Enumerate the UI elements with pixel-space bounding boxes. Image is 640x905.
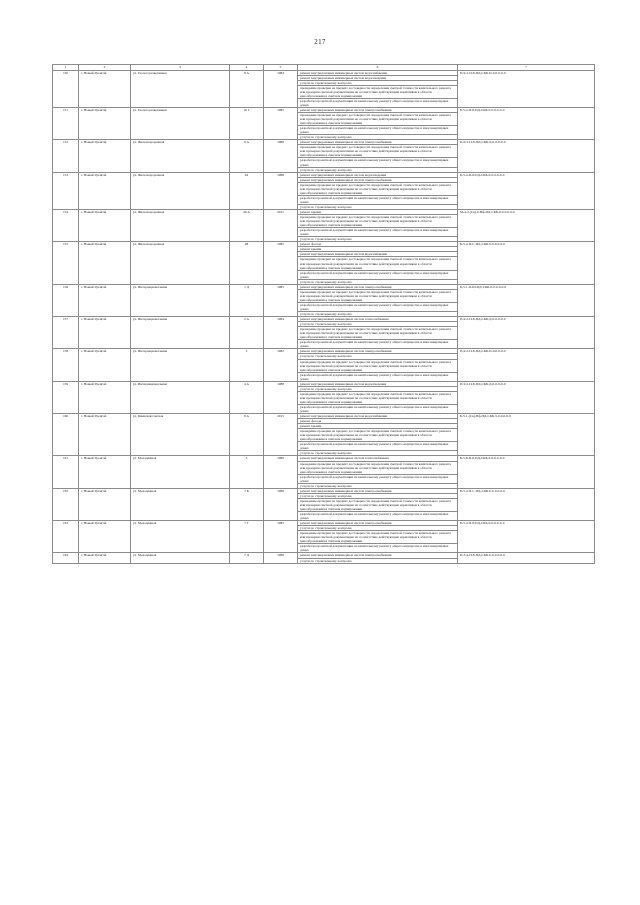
house-number-cell: 16 Г (230, 107, 264, 139)
work-type-cell: ремонт внутридомовых инженерных систем электроснабжения (298, 488, 458, 493)
work-code-cell: Б-5-4-П-С-ПД-СКБ-0-0-0-0-0-0 (458, 242, 595, 284)
work-type-cell: разработка проектной документации на капитальному ремонту общего имущества в многоквартирных домах (298, 302, 458, 311)
work-type-cell: разработка проектной документации на капитальному ремонту общего имущества в многоквартирных домах (298, 126, 458, 135)
work-type-cell: проведение проверки на предмет достоверности определения сметной стоимости капитального ремонта или проверки сметной документации на соответствие действующим нормативам в области ценообразования в сметном нормировании (298, 215, 458, 228)
city-cell: г. Новый Уренгой (79, 172, 131, 209)
work-type-cell: разработка проектной документации на капитальному ремонту общего имущества в многоквартирных домах (298, 404, 458, 413)
row-number-cell: 163 (53, 521, 79, 553)
work-type-cell: ремонт внутридомовых инженерных систем водоотведения (298, 172, 458, 177)
work-code-cell: П-9-2-П-8-ПД-СКБ-Д-0-0-0-0-0 (458, 381, 595, 413)
year-cell: 1984 (264, 70, 298, 107)
work-code-cell: П-9-2-П-8-ПД-СКБ-П-0-0-0-0-0 (458, 349, 595, 381)
year-cell: 1986 (264, 456, 298, 488)
column-header: 3 (131, 65, 230, 71)
column-header: 6 (298, 65, 458, 71)
year-cell: 2015 (264, 414, 298, 456)
table-row (53, 107, 595, 112)
work-type-cell: разработка проектной документации на капитальному ремонту общего имущества в многоквартирных домах (298, 544, 458, 553)
work-type-cell: ремонт фасада (298, 242, 458, 247)
work-type-cell: разработка проектной документации на капитальному ремонту общего имущества в многоквартирных домах (298, 340, 458, 349)
column-header: 7 (458, 65, 595, 71)
row-number-cell: 164 (53, 553, 79, 563)
table-row (53, 317, 595, 322)
column-header: 1 (53, 65, 79, 71)
year-cell: 1985 (264, 284, 298, 316)
row-number-cell: 153 (53, 172, 79, 209)
work-type-cell: ремонт внутридомовых инженерных систем электроснабжения (298, 553, 458, 558)
work-type-cell: разработка проектной документации на капитальному ремонту общего имущества в многоквартирных домах (298, 98, 458, 107)
work-type-cell: ремонт внутридомовых инженерных систем водоснабжения (298, 414, 458, 419)
column-header: 2 (79, 65, 131, 71)
house-number-cell: 48 (230, 242, 264, 284)
city-cell: г. Новый Уренгой (79, 553, 131, 563)
work-type-cell: проведение проверки на предмет достоверности определения сметной стоимости капитального ремонта или проверки сметной документации на соответствие действующим нормативам в области ценообразования в сметном нормировании (298, 531, 458, 544)
work-type-cell: услуги по строительному контролю (298, 237, 458, 242)
work-type-cell: разработка проектной документации на капитальному ремонту общего имущества в многоквартирных домах (298, 442, 458, 451)
work-type-cell: услуги по строительному контролю (298, 558, 458, 563)
work-type-cell: услуги по строительному контролю (298, 354, 458, 359)
work-type-cell: ремонт внутридомовых инженерных систем водоснабжения (298, 70, 458, 75)
work-type-cell: разработка проектной документации на капитальному ремонту общего имущества в многоквартирных домах (298, 512, 458, 521)
row-number-cell: 154 (53, 210, 79, 242)
work-type-cell: проведение проверки на предмет достоверности определения сметной стоимости капитального ремонта или проверки сметной документации на соответствие действующим нормативам в области ценообразования в сметном нормировании (298, 289, 458, 302)
table-row (53, 349, 595, 354)
street-cell: ул. Киевская/совская (131, 414, 230, 456)
work-type-cell: ремонт фасада (298, 419, 458, 424)
work-type-cell: разработка проектной документации на капитальному ремонту общего имущества в многоквартирных домах (298, 372, 458, 381)
year-cell: 1988 (264, 381, 298, 413)
work-type-cell: ремонт внутридомовых инженерных систем теплоснабжения (298, 456, 458, 461)
work-type-cell: ремонт внутридомовых инженерных систем водоснабжения (298, 252, 458, 257)
year-cell: 1985 (264, 107, 298, 139)
year-cell: 1985 (264, 521, 298, 553)
year-cell: 2011 (264, 210, 298, 242)
work-code-cell: Б-5-4-П-8-ПД-СКБ-0-0-0-0-0-0 (458, 521, 595, 553)
work-type-cell: разработка проектной документации на капитальному ремонту общего имущества в многоквартирных домах (298, 195, 458, 204)
year-cell: 1982 (264, 349, 298, 381)
work-code-cell: П-5-4-П-8-ПД-СКБ-0-0-0-0-0-0 (458, 553, 595, 563)
column-header: 5 (264, 65, 298, 71)
city-cell: г. Новый Уренгой (79, 381, 131, 413)
city-cell: г. Новый Уренгой (79, 210, 131, 242)
city-cell: г. Новый Уренгой (79, 70, 131, 107)
table-row (53, 381, 595, 386)
work-type-cell: проведение проверки на предмет достоверности определения сметной стоимости капитального ремонта или проверки сметной документации на соответствие действующим нормативам в области ценообразования в сметном нормировании (298, 429, 458, 442)
work-code-cell: Б-5-1-(Св)-Вф-ПД-СКБ-3-0-0-0-0-0 (458, 414, 595, 456)
column-header: 4 (230, 65, 264, 71)
street-cell: ул. Интернациональная (131, 381, 230, 413)
table-body (53, 70, 595, 563)
work-code-cell: Б-5-4-П-8-ПД-СКБ-0-0-0-0-0-0 (458, 107, 595, 139)
work-type-cell: услуги по строительному контролю (298, 483, 458, 488)
row-number-cell: 152 (53, 140, 79, 172)
city-cell: г. Новый Уренгой (79, 521, 131, 553)
row-number-cell: 159 (53, 381, 79, 413)
city-cell: г. Новый Уренгой (79, 317, 131, 349)
work-type-cell: разработка проектной документации на капитальному ремонту общего имущества в многоквартирных домах (298, 158, 458, 167)
work-type-cell: ремонт внутридомовых инженерных систем электроснабжения (298, 140, 458, 145)
street-cell: ул. Железнодорожная (131, 242, 230, 284)
table-row (53, 521, 595, 526)
work-type-cell: проведение проверки на предмет достоверности определения сметной стоимости капитального ремонта или проверки сметной документации на соответствие действующим нормативам в области ценообразования в сметном нормировании (298, 257, 458, 270)
table-row (53, 414, 595, 419)
row-number-cell: 161 (53, 456, 79, 488)
street-cell: ул. Интернациональная (131, 284, 230, 316)
work-type-cell: услуги по строительному контролю (298, 279, 458, 284)
row-number-cell: 158 (53, 349, 79, 381)
work-type-cell: ремонт внутридомовых инженерных систем электроснабжения (298, 284, 458, 289)
street-cell: ул. Молодёжная (131, 488, 230, 520)
work-type-cell: услуги по строительному контролю (298, 167, 458, 172)
street-cell: ул. Интернациональная (131, 317, 230, 349)
row-number-cell: 160 (53, 414, 79, 456)
work-type-cell: проведение проверки на предмет достоверности определения сметной стоимости капитального ремонта или проверки сметной документации на соответствие действующим нормативам в области ценообразования в сметном нормировании (298, 182, 458, 195)
work-type-cell: ремонт внутридомовых инженерных систем электроснабжения (298, 521, 458, 526)
city-cell: г. Новый Уренгой (79, 488, 131, 520)
work-type-cell: услуги по строительному контролю (298, 80, 458, 85)
work-type-cell: ремонт внутридомовых инженерных систем теплоснабжения (298, 317, 458, 322)
street-cell: ул. Молодёжная (131, 553, 230, 563)
page-number: 217 (314, 38, 326, 46)
work-type-cell: проведение проверки на предмет достоверности определения сметной стоимости капитального ремонта или проверки сметной документации на соответствие действующим нормативам в области ценообразования в сметном нормировании (298, 145, 458, 158)
work-code-cell: Б-5-4-П-С-ПД-СКБ-0-0-0-0-0-0 (458, 488, 595, 520)
work-type-cell: ремонт крыши (298, 424, 458, 429)
work-code-cell: П-9-5-П-8-ПД-СКБ-Д-0-0-0-0-0 (458, 140, 595, 172)
house-number-cell: 6 А (230, 140, 264, 172)
work-type-cell: услуги по строительному контролю (298, 135, 458, 140)
work-type-cell: ремонт внутридомовых инженерных систем электроснабжения (298, 177, 458, 182)
street-cell: ул. Геологоразведчиков (131, 70, 230, 107)
table-row (53, 140, 595, 145)
year-cell: 1986 (264, 140, 298, 172)
work-type-cell: услуги по строительному контролю (298, 526, 458, 531)
row-number-cell: 150 (53, 70, 79, 107)
street-cell: ул. Железнодорожная (131, 210, 230, 242)
work-type-cell: разработка проектной документации на капитальному ремонту общего имущества в многоквартирных домах (298, 270, 458, 279)
row-number-cell: 156 (53, 284, 79, 316)
house-number-cell: 1 Д (230, 284, 264, 316)
work-type-cell: ремонт внутридомовых инженерных систем водоотведения (298, 75, 458, 80)
work-code-cell: Б-5-4-П-8-ПД-СКБ-0-0-0-0-0-0 (458, 172, 595, 209)
table-row (53, 456, 595, 461)
work-type-cell: проведение проверки на предмет достоверности определения сметной стоимости капитального ремонта или проверки сметной документации на соответствие действующим нормативам в области ценообразования в сметном нормировании (298, 391, 458, 404)
work-code-cell: Б-5-1-П-Ш-ПД-СКБ-0-0-0-0-0-0 (458, 284, 595, 316)
street-cell: ул. Молодёжная (131, 456, 230, 488)
year-cell: 1986 (264, 488, 298, 520)
work-type-cell: проведение проверки на предмет достоверности определения сметной стоимости капитального ремонта или проверки сметной документации на соответствие действующим нормативам в области ценообразования в сметном нормировании (298, 113, 458, 126)
city-cell: г. Новый Уренгой (79, 140, 131, 172)
table-row (53, 172, 595, 177)
work-code-cell: П-9-2-П-8-ПД-СКБ-П-0-0-0-0-0 (458, 70, 595, 107)
row-number-cell: 162 (53, 488, 79, 520)
house-number-cell: 3 (230, 349, 264, 381)
city-cell: г. Новый Уренгой (79, 456, 131, 488)
house-number-cell: 7 Д (230, 553, 264, 563)
house-number-cell: 7 Г (230, 521, 264, 553)
house-number-cell: 7 Б (230, 488, 264, 520)
work-code-cell: П-9-2-П-8-ПД-СКБ-Д-0-0-0-0-0 (458, 317, 595, 349)
work-type-cell: услуги по строительному контролю (298, 312, 458, 317)
work-type-cell: ремонт внутридомовых инженерных систем электроснабжения (298, 349, 458, 354)
city-cell: г. Новый Уренгой (79, 107, 131, 139)
work-type-cell: проведение проверки на предмет достоверности определения сметной стоимости капитального ремонта или проверки сметной документации на соответствие действующим нормативам в области ценообразования в сметном нормировании (298, 85, 458, 98)
work-type-cell: ремонт внутридомовых инженерных систем электроснабжения (298, 107, 458, 112)
work-type-cell: проведение проверки на предмет достоверности определения сметной стоимости капитального ремонта или проверки сметной документации на соответствие действующим нормативам в области ценообразования в сметном нормировании (298, 498, 458, 511)
table-row (53, 488, 595, 493)
house-number-cell: 44 (230, 172, 264, 209)
work-type-cell: проведение проверки на предмет достоверности определения сметной стоимости капитального ремонта или проверки сметной документации на соответствие действующим нормативам в области ценообразования в сметном нормировании (298, 359, 458, 372)
work-type-cell: ремонт крыши (298, 247, 458, 252)
year-cell: 1984 (264, 317, 298, 349)
work-type-cell: услуги по строительному контролю (298, 493, 458, 498)
work-type-cell: проведение проверки на предмет достоверности определения сметной стоимости капитального ремонта или проверки сметной документации на соответствие действующим нормативам в области ценообразования в сметном нормировании (298, 461, 458, 474)
street-cell: ул. Железнодорожная (131, 140, 230, 172)
work-code-cell: Б-5-8-П-8-ПД-СКБ-0-0-0-0-0-0 (458, 456, 595, 488)
row-number-cell: 151 (53, 107, 79, 139)
table-row (53, 70, 595, 75)
work-type-cell: разработка проектной документации на капитальному ремонту общего имущества в многоквартирных домах (298, 474, 458, 483)
house-number-cell: 4 А (230, 381, 264, 413)
row-number-cell: 155 (53, 242, 79, 284)
city-cell: г. Новый Уренгой (79, 349, 131, 381)
city-cell: г. Новый Уренгой (79, 414, 131, 456)
house-number-cell: 46 А (230, 210, 264, 242)
year-cell: 1988 (264, 172, 298, 209)
work-type-cell: ремонт крыши (298, 210, 458, 215)
table-row (53, 553, 595, 558)
street-cell: ул. Геологоразведчиков (131, 107, 230, 139)
house-number-cell: 3 (230, 456, 264, 488)
work-type-cell: услуги по строительному контролю (298, 386, 458, 391)
work-type-cell: услуги по строительному контролю (298, 322, 458, 327)
house-number-cell: 2 А (230, 317, 264, 349)
street-cell: ул. Молодёжная (131, 521, 230, 553)
city-cell: г. Новый Уренгой (79, 284, 131, 316)
row-number-cell: 157 (53, 317, 79, 349)
house-number-cell: 8 А (230, 70, 264, 107)
table-row (53, 284, 595, 289)
house-number-cell: 8 А (230, 414, 264, 456)
work-type-cell: разработка проектной документации на капитальному ремонту общего имущества в многоквартирных домах (298, 228, 458, 237)
work-type-cell: услуги по строительному контролю (298, 451, 458, 456)
city-cell: г. Новый Уренгой (79, 242, 131, 284)
work-type-cell: услуги по строительному контролю (298, 204, 458, 209)
capital-repair-table (52, 64, 595, 564)
work-type-cell: ремонт внутридомовых инженерных систем водоотведения (298, 381, 458, 386)
work-code-cell: М-4-2-(Св)-0-Вф-ПД-СКБ-0-0-0-0-0-0 (458, 210, 595, 242)
year-cell: 1986 (264, 553, 298, 563)
year-cell: 1985 (264, 242, 298, 284)
street-cell: ул. Железнодорожная (131, 172, 230, 209)
street-cell: ул. Интернациональная (131, 349, 230, 381)
work-type-cell: проведение проверки на предмет достоверности определения сметной стоимости капитального ремонта или проверки сметной документации на соответствие действующим нормативам в области ценообразования в сметном нормировании (298, 327, 458, 340)
